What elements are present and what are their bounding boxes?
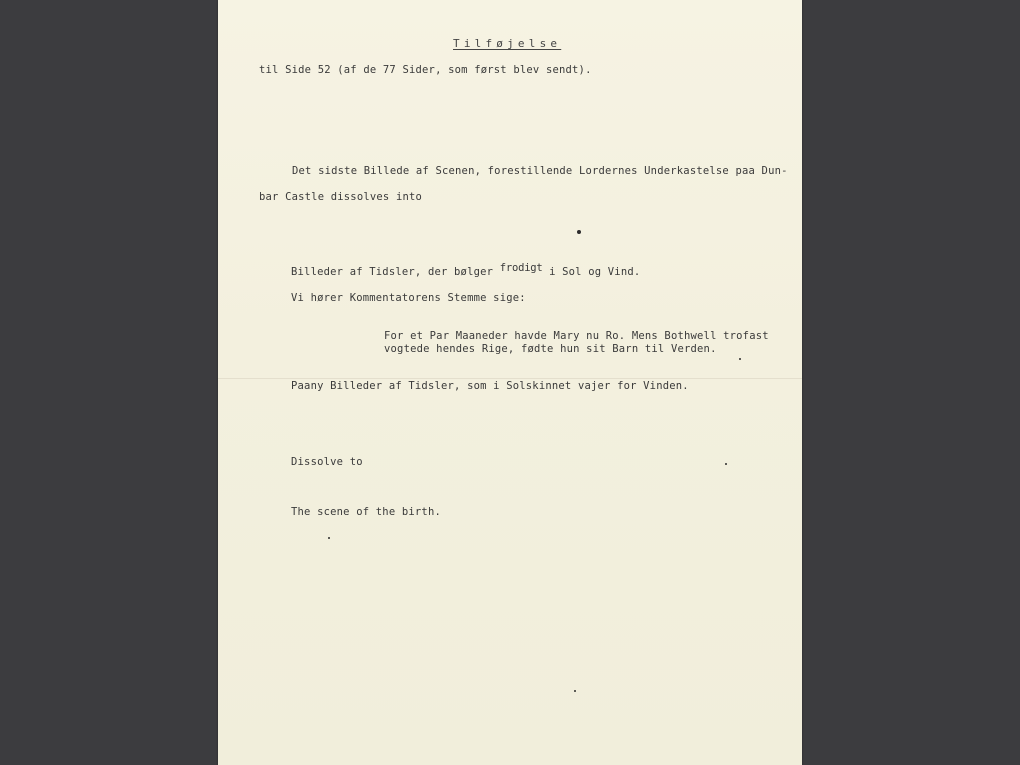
paragraph-line-2: bar Castle dissolves into: [259, 191, 423, 203]
thistles-text-start: Billeder af Tidsler, der bølger: [291, 266, 500, 278]
ink-speck: [577, 230, 581, 234]
page-title: Tilføjelse: [453, 37, 562, 50]
typewritten-page: [218, 0, 802, 765]
paper-fold-line: [218, 378, 802, 379]
ink-speck: [574, 690, 576, 692]
ink-speck: [725, 463, 727, 465]
commentator-line: Vi hører Kommentatorens Stemme sige:: [291, 292, 526, 304]
thistles-raised-word: frodigt: [499, 262, 543, 274]
ink-speck: [328, 537, 330, 539]
thistles-again-line: Paany Billeder af Tidsler, som i Solskinnet vajer for Vinden.: [291, 380, 689, 392]
dissolve-line: Dissolve to: [291, 456, 363, 468]
thistles-line: [291, 262, 641, 278]
ink-speck: [739, 358, 741, 360]
paragraph-line-1: Det sidste Billede af Scenen, forestillende Lordernes Underkastelse paa Dun-: [292, 165, 788, 177]
scene-line: The scene of the birth.: [291, 506, 441, 518]
thistles-text-end: i Sol og Vind.: [542, 266, 641, 278]
quote-line-1: For et Par Maaneder havde Mary nu Ro. Mens Bothwell trofast: [384, 330, 769, 342]
quote-line-2: vogtede hendes Rige, fødte hun sit Barn til Verden.: [384, 343, 717, 355]
subtitle-line: til Side 52 (af de 77 Sider, som først blev sendt).: [259, 64, 592, 76]
